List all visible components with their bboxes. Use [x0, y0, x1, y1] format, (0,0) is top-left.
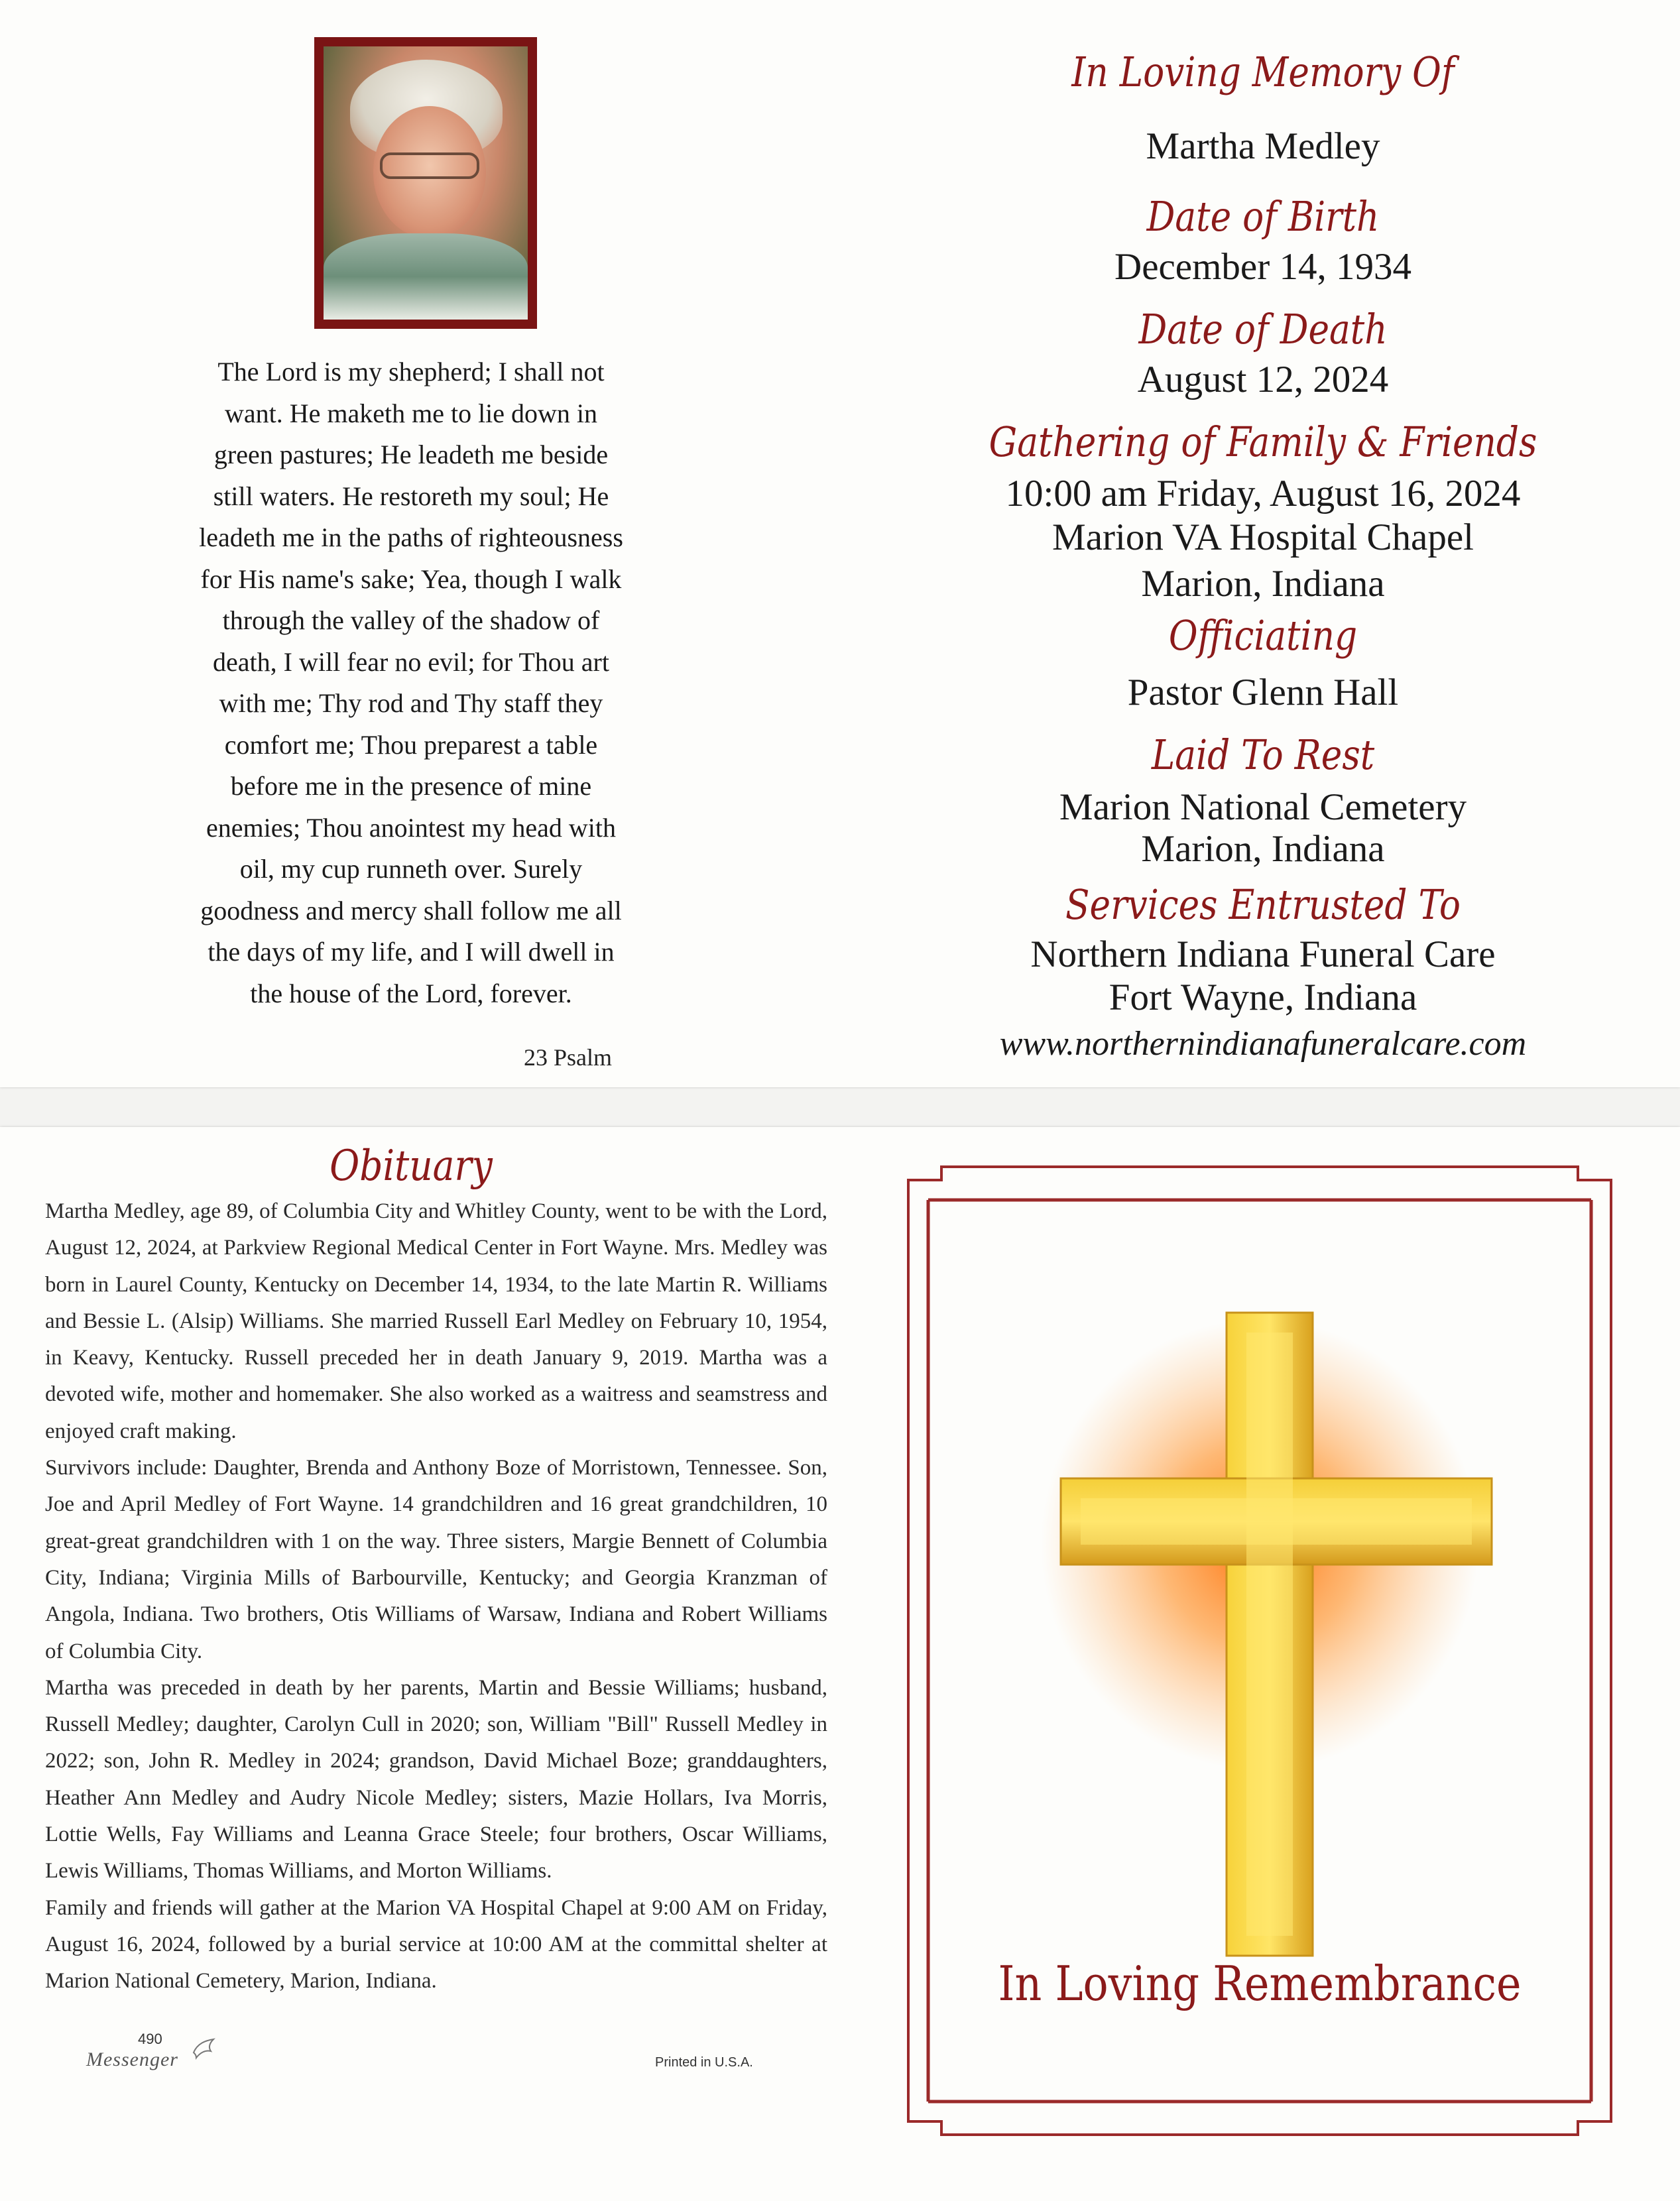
birth-heading: Date of Birth: [1146, 192, 1380, 241]
psalm-line: through the valley of the shadow of: [222, 605, 600, 635]
gathering-city: Marion, Indiana: [1141, 563, 1385, 605]
psalm-text: [166, 351, 656, 1014]
funeral-home-url[interactable]: www.northernindianafuneralcare.com: [999, 1025, 1527, 1063]
messenger-logo: Messenger: [86, 2049, 178, 2070]
rest-heading: Laid To Rest: [1151, 731, 1375, 779]
obituary-text: [45, 1193, 827, 2000]
psalm-line: leadeth me in the paths of righteousness: [199, 522, 623, 552]
gathering-time: 10:00 am Friday, August 16, 2024: [1005, 473, 1521, 514]
deceased-name: Martha Medley: [1146, 125, 1380, 167]
death-date: August 12, 2024: [1137, 359, 1389, 400]
psalm-line: The Lord is my shepherd; I shall not: [217, 357, 605, 387]
obituary-paragraph: Martha Medley, age 89, of Columbia City and Whitley County, went to be with the Lord, August 12, 2024, at Parkview Regional Medical Center in Fort Wayne. Mrs. Medley was born in Laurel County, Kentucky on December 14, 1934, to the late Martin R. Williams and Bessie L. (Alsip) Williams. She married Russell Earl Medley on February 10, 1954, in Keavy, Kentucky. Russell preceded her in death January 9, 2019. Martha was a devoted wife, mother and homemaker. She also worked as a waitress and seamstress and enjoyed craft making.: [45, 1199, 827, 1443]
psalm-line: still waters. He restoreth my soul; He: [213, 481, 609, 511]
gathering-place: Marion VA Hospital Chapel: [1052, 516, 1474, 558]
psalm-line: comfort me; Thou preparest a table: [224, 729, 598, 760]
psalm-reference: [524, 1034, 656, 1071]
psalm-line: goodness and mercy shall follow me all: [200, 895, 622, 925]
psalm-line: before me in the presence of mine: [230, 771, 592, 801]
psalm-line: the days of my life, and I will dwell in: [208, 937, 615, 967]
psalm-line: want. He maketh me to lie down in: [224, 398, 598, 428]
psalm-line: oil, my cup runneth over. Surely: [239, 854, 583, 884]
photo-shirt-shape: [324, 233, 528, 320]
portrait-photo-frame: [314, 37, 537, 329]
funeral-home-name: Northern Indiana Funeral Care: [1030, 933, 1496, 975]
psalm-reference-text: 23 Psalm: [524, 1044, 613, 1071]
memorial-card-inside: [0, 0, 1680, 1087]
obituary-paragraph: Martha was preceded in death by her parents, Martin and Bessie Williams; husband, Russell Medley; daughter, Carolyn Cull in 2020; son, William "Bill" Russell Medley in 2022; son, John R. Medley in 2024; grandson, David Michael Boze; granddaughters, Heather Ann Medley and Audry Nicole Medley; sisters, Mazie Hollars, Iva Morris, Lottie Wells, Fay Williams and Leanna Grace Steele; four brothers, Oscar Williams, Lewis Williams, Thomas Williams, and Morton Williams.: [45, 1675, 827, 1883]
cover-caption: In Loving Remembrance: [998, 1956, 1522, 2011]
obituary-paragraph: Family and friends will gather at the Marion VA Hospital Chapel at 9:00 AM on Friday, August 16, 2024, followed by a burial service at 10:00 AM at the committal shelter at Marion National Cemetery, Marion, Indiana.: [45, 1895, 827, 1993]
memory-heading: In Loving Memory Of: [1071, 48, 1455, 96]
obituary-paragraph: Survivors include: Daughter, Brenda and Anthony Boze of Morristown, Tennessee. Son, Joe and April Medley of Fort Wayne. 14 grandchildren and 16 great grandchildren, 10 great-great grandchildren with 1 on the way. Three sisters, Margie Bennett of Columbia City, Indiana; Virginia Mills of Barbourville, Kentucky; and Georgia Kranzman of Angola, Indiana. Two brothers, Otis Williams of Warsaw, Indiana and Robert Williams of Columbia City.: [45, 1456, 827, 1663]
obituary-title: Obituary: [330, 1142, 493, 1191]
dove-icon: [191, 2037, 217, 2060]
psalm-line: death, I will fear no evil; for Thou art: [213, 646, 609, 677]
form-number: 490: [138, 2031, 162, 2047]
services-heading: Services Entrusted To: [1065, 880, 1461, 929]
rest-place: Marion National Cemetery: [1059, 786, 1467, 828]
death-heading: Date of Death: [1138, 305, 1388, 353]
birth-date: December 14, 1934: [1114, 246, 1411, 288]
psalm-line: with me; Thy rod and Thy staff they: [219, 688, 603, 718]
funeral-home-city: Fort Wayne, Indiana: [1109, 977, 1417, 1018]
officiating-heading: Officiating: [1168, 611, 1358, 660]
portrait-photo: [324, 46, 528, 320]
psalm-line: for His name's sake; Yea, though I walk: [200, 564, 622, 594]
psalm-line: the house of the Lord, forever.: [250, 978, 572, 1008]
psalm-line: green pastures; He leadeth me beside: [213, 440, 609, 469]
photo-glasses-shape: [380, 152, 479, 179]
printed-in-usa: Printed in U.S.A.: [655, 2055, 753, 2070]
rest-city: Marion, Indiana: [1141, 828, 1385, 870]
gathering-heading: Gathering of Family & Friends: [989, 418, 1537, 466]
psalm-line: enemies; Thou anointest my head with: [206, 812, 617, 843]
officiant-name: Pastor Glenn Hall: [1127, 672, 1399, 713]
